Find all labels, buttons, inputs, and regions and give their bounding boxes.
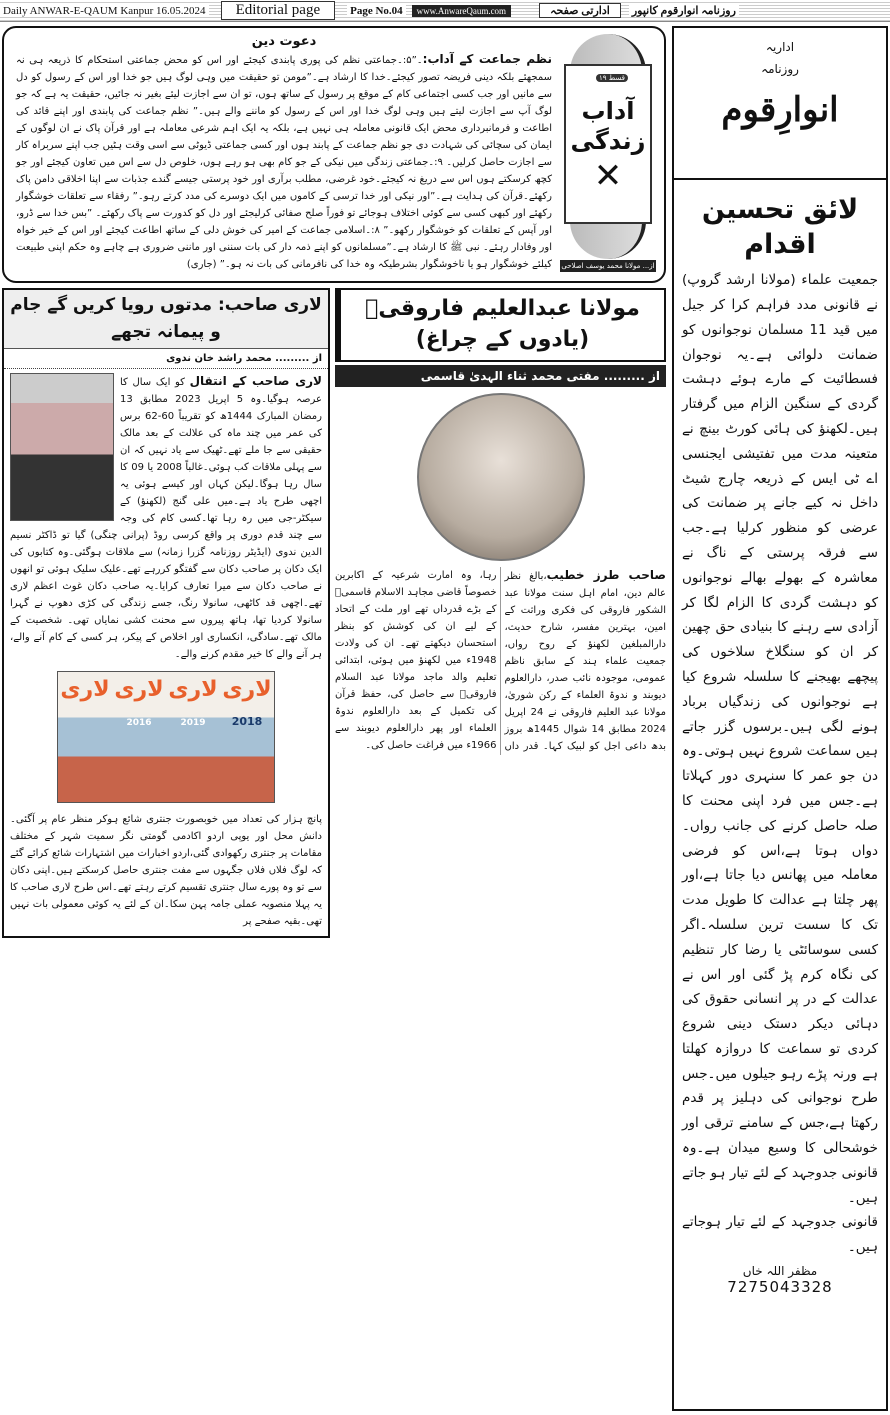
editorial-body: جمعیت علماء (مولانا ارشد گروپ) نے قانونی مدد فراہم کرا کر جیل میں قید 11 مسلمان نوجوانوں کو ضمانت دلوائی ہے۔یہ نوجوان فسطائیت کے مارے ہوئے دہشت گردی کے سنگین الزام میں گرفتار ہیں۔لکھنؤ کی ہائی کورٹ بینچ نے متعینہ مدت میں تفتیشی ایجنسی اے ٹی ایس کے ذریعہ چارج شیٹ داخل نہ کیے جانے پر ضمانت کی عرضی کو منظور کرلیا ہے۔جب سے فرقہ پرستی کے ناگ نے معاشرہ کے بھولے بھالے نوجوانوں کو دہشت گردی کا الزام لگا کر آزادی سے رہنے کا بنیادی حق چھین کر ان کو سنگلاخ سلاخوں کی پیچھے بھیجنے کا سلسلہ شروع کیا ہے نوجوانوں کی زندگیاں برباد ہونے لگی ہیں۔برسوں گزر جاتے ہیں سماعت شروع نہیں ہوتی۔وہ دن جو عمر کا سنہری دور کہلاتا ہے۔جس میں فرد اپنی محنت کا صلہ حاصل کرنے کی جانب رواں۔دواں ہوتا ہے،اس کو فرضی معاملہ میں پھانس دیا جاتا ہے،اور پھر چلتا ہے عدالت کا طویل مدت تک کا سست ترین سلسلہ۔اگر کسی سوسائٹی یا رضا کار تنظیم کی نگاہ کرم پڑ گئی اور اس نے عدالت کے در پر انسانی حقوق کی دہائی دیکر دستک دینی شروع کردی تو سماعت کا دروازہ کھلتا ہے ورنہ پڑے رہو جیلوں میں۔جس طرح نوجوانی کی دہلیز پر قدم رکھتا ہے،جس کے سامنے ترقی اور خوشحالی کا وسیع میدان ہے۔وہ قانونی جدوجہد کے لئے تیار ہو جاتے ہیں۔	[682, 272, 878, 1206]
middle-article	[335, 288, 666, 755]
box-text: ۔”۵:۔جماعتی نظم کی پوری پابندی کیجئے اور اس کو محض جماعتی استحکام کا ذریعہ ہی نہ سمجھئے بلکہ دینی فریضہ تصور کیجئے۔خدا کا ارشاد ہے۔”مومن تو حقیقت میں وہی لوگ ہیں جو خدا اور اس کے رسول کو دل سے مانیں اور جب کسی اجتماعی کام کے موقع پر رسول کے ساتھ ہوں، تو ان سے اجازت لیئے بغیر نہ جائیں، حقیقت یہ ہے کہ جو لوگ آپ سے اجازت لیتے ہیں وہی لوگ خدا اور اس کے رسول کو ماننے والے ہیں۔” نظم جماعت کی پابندی اور اپنے قائد کی اطاعت و فرمانبرداری محض ایک قانونی معاملہ ہی نہیں ہے، بلکہ یہ ایک اہم شرعی معاملہ ہے اور قرآن پاک نے ان لوگوں کے ایمان کی سچائی کی شہادت دی جو نظم جماعت کے پابند ہوں اور کسی جماعتی ڈیوٹی سے اسی وقت ہٹیں جب اپنے سربراہ کار سے اجازت حاصل کرلیں۔	[15, 55, 552, 168]
byline-author: مفتی محمد ثناء الہدیٰ قاسمی	[420, 368, 600, 383]
header-website-link[interactable]: www.AnwareQaum.com	[412, 5, 511, 17]
cover	[112, 672, 166, 802]
cover	[58, 672, 112, 802]
box-text: ۹:۔جماعتی زندگی میں نیکی کے جو کام بھی ہو رہے ہوں، خلوص دل سے اس میں تعاون کیجئے اور جو کچھ کرسکتے ہوں اس سے دریغ نہ کیجئے۔خود غرضی، مطلب برآری اور خود پرستی جیسے گندے جذبات سے اپنا اخلاقی دامن پاک رکھئے۔قرآن کی ہدایت ہے۔”اور نیکی اور خدا ترسی کے کاموں میں ایک دوسرے کی مدد کرتے رہو۔” رفقاء سے تعلقات خوشگوار رکھئے اور کبھی کسی سے کوئی اختلاف ہوجائے تو فوراً صلح صفائی کرلیجئے اور دل کو کدورت سے پاک رکھئے۔ ”بس خدا سے ڈرو، اور آپس کے تعلقات کو خوشگوار رکھو۔” ۸:۔اسلامی جماعت کے امیر کی خوش دلی کے ساتھ اطاعت کیجئے اور اس کے خیر خواہ اور وفادار رہئے۔ نبی ﷺ کا ارشاد ہے۔”مسلمانوں کو اپنے ذمہ دار کی بات سننی اور ماننی ضروری ہے چاہے وہ حکم اپنی طبیعت کیلئے خوشگوار ہو یا ناخوشگوار بشرطیکہ وہ خدا کی نافرمانی کی بات نہ ہو۔” (جاری)	[16, 157, 552, 270]
header-section: Editorial page	[221, 1, 336, 20]
article-closing: پانچ ہزار کی تعداد میں خوبصورت جنتری شائع ہوکر منظر عام پر آگئی۔دانش محل اور یوپی اردو اکادمی گومتی نگر سمیت شہر کے مختلف مقامات پر جنتری رکھوادی گئی،اردو اخبارات میں اشتہارات شائع کرائے گئے کہ لوگ فلاں فلاں جگہوں سے مفت جنتری حاصل کرسکتے ہیں۔اپنی دکان سے تو وہ پورے سال جنتری تقسیم کرتے رہتے تھے۔اس طرح لاری صاحب کا یہ پہلا منصوبہ عملی جامہ پہن سکا۔ان کے لئے یہ کوئی معمولی بات نہیں تھی۔بقیہ صفحے پر	[10, 814, 322, 928]
graphic-author: از... مولانا محمد یوسف اصلاحی	[561, 262, 655, 270]
cover-title: لاری	[60, 677, 110, 703]
article-subheading: لاری صاحب کے انتقال	[189, 374, 322, 389]
editorial-column	[672, 26, 888, 1411]
masthead-title: انوارِقوم	[721, 90, 839, 130]
article-title: لاری صاحب: مدتوں رویا کریں گے جام و پیمانہ تجھے	[4, 290, 328, 349]
cover	[220, 672, 274, 802]
kicker: اداریہ	[765, 40, 795, 54]
page-header	[0, 0, 890, 22]
cover-year: 2016	[126, 717, 152, 728]
cover-year: 2018	[231, 714, 263, 728]
byline-author: محمد راشد خان ندوی	[166, 353, 272, 365]
main-content-area	[2, 26, 666, 938]
editorial-phone: 7275043328	[727, 1278, 833, 1297]
editorial-headline: لائق تحسین اقدام	[701, 194, 859, 261]
article-body	[4, 369, 328, 930]
header-urdu-masthead: روزنامہ انوارقوم کانپور	[629, 4, 739, 17]
header-urdu-section: ادارتی صفحہ	[539, 3, 621, 18]
box-title: دعوت دین	[251, 34, 317, 49]
left-article	[2, 288, 330, 938]
editorial-author: مظفر اللہ خاں	[742, 1264, 818, 1279]
author-photo	[10, 373, 114, 521]
article-byline: از ......... محمد راشد خان ندوی	[4, 349, 328, 369]
graphic-title: زندگی	[570, 127, 646, 155]
dawat-e-deen-box	[2, 26, 666, 283]
article-title-box	[335, 288, 666, 362]
article-text: ،بالغ نظر عالم دین، امام اہل سنت مولانا عبد الشکور فاروقی کی فکری وراثت کے امین، بہترین مفسر، شارح حدیث، دارالمبلغین لکھنؤ کے روح رواں، جمعیت علماء ہند کے سابق ناظم عمومی، موجودہ نائب صدر، دارالعلوم دیوبند و ندوۃ العلماء کے رکن شوریٰ، مولانا عبد العلیم فاروقی نے 24 اپریل 2024 مطابق 14 شوال 1445ھ بروز بدھ داعی اجل کو لبیک کہا۔ قدر داں رہا، وہ امارت شرعیہ کے اکابرین خصوصاً قاضی مجاہد الاسلام قاسمیؒ کے بڑے قدرداں تھے اور ملت کے اتحاد کے لیے ان کی کوشش کو بنظر استحسان دیکھتے تھے۔ ان کی ولادت 1948ء میں لکھنؤ میں ہوئی، ابتدائی تعلیم والد ماجد مولانا عبد السلام فاروقیؒ سے حاصل کی، حفظ قرآن کی تکمیل کے بعد دارالعلوم ندوۃ العلماء اور پھر دارالعلوم دیوبند سے 1966ء میں فراغت حاصل کی۔	[335, 569, 667, 752]
episode-tag: قسط ۱۹	[596, 74, 628, 82]
byline-prefix: از	[312, 353, 322, 365]
cover-title: لاری	[222, 677, 272, 703]
graphic-title: آداب	[581, 97, 635, 125]
editorial-closing: قانونی جدوجہد کے لئے تیار ہوجاتے ہیں۔	[682, 1214, 878, 1256]
author-portrait-photo	[417, 393, 585, 561]
byline-prefix: از	[648, 368, 660, 383]
cover-title: لاری	[168, 677, 218, 703]
kicker: روزنامہ	[761, 62, 799, 76]
header-paper-date: Daily ANWAR-E-QAUM Kanpur 16.05.2024	[0, 5, 209, 17]
article-subheading: صاحب طرز خطیب	[546, 567, 666, 582]
article-body	[335, 567, 666, 755]
article-title: مولانا عبدالعلیم فاروقیؒ (یادوں کے چراغ)	[365, 296, 640, 352]
box-paragraph	[16, 51, 552, 273]
articles-row	[2, 288, 666, 938]
article-byline: از ......... مفتی محمد ثناء الہدیٰ قاسمی	[335, 365, 666, 387]
cover	[166, 672, 220, 802]
graphic-card	[564, 64, 652, 224]
cover-title: لاری	[114, 677, 164, 703]
box-subheading: نظم جماعت کے آداب:	[422, 52, 552, 66]
cover-year: 2019	[180, 717, 206, 728]
adab-e-zindagi-graphic	[560, 34, 656, 272]
editorial-masthead	[674, 28, 886, 180]
header-page-number: Page No.04	[347, 5, 406, 17]
jantri-covers-image	[57, 671, 275, 803]
article-text: کو ایک سال کا عرصہ ہوگیا۔وہ 5 اپریل 2023 مطابق 13 رمضان المبارک 1444ھ کو تقریباً 60-62 برس کی عمر میں چند ماہ کی علالت کے بعد مالک حقیقی سے جا ملے تھے۔ٹھیک سے یاد نہیں کہ ان سے پہلی ملاقات کب ہوئی۔غالباً 2008 یا 09 کا سال رہا ہوگا۔لیکن کہاں اور کیسے ہوئی یہ اچھی طرح یاد ہے۔میں علی گنج (لکھنؤ) کے سیکٹر-جی میں رہ رہا تھا۔کسی کام کی وجہ سے چند قدم دوری پر واقع کرسی روڈ (پرانی چنگی) گیا تو ڈاکٹر نسیم الدین ندوی (ایڈیٹر روزنامہ گزرا زمانہ) سے ملاقات ہوگئی۔وہ کتابوں کی ایک دکان پر صاحب دکان سے گفتگو کررہے تھے۔علیک سلیک ہوئی تو انھوں نے صاحب دکان سے میرا تعارف کرایا۔یہ صاحب دکان غوث اعظم لاری تھے۔اچھی قد کاٹھی، سانولا رنگ، جسے زندگی کی کڑی دھوپ نے گہرا سانولا کردیا تھا، ہاتھ پیروں سے محنت کشی نمایاں تھی۔ شخصیت کے مالک تھے۔سادگی، انکساری اور اخلاص کے پیکر، ہر کسی کے کام آنے والے، ہر آنے والے کا خیر مقدم کرنے والے۔	[10, 377, 323, 661]
quran-icon: ✕	[593, 156, 623, 196]
